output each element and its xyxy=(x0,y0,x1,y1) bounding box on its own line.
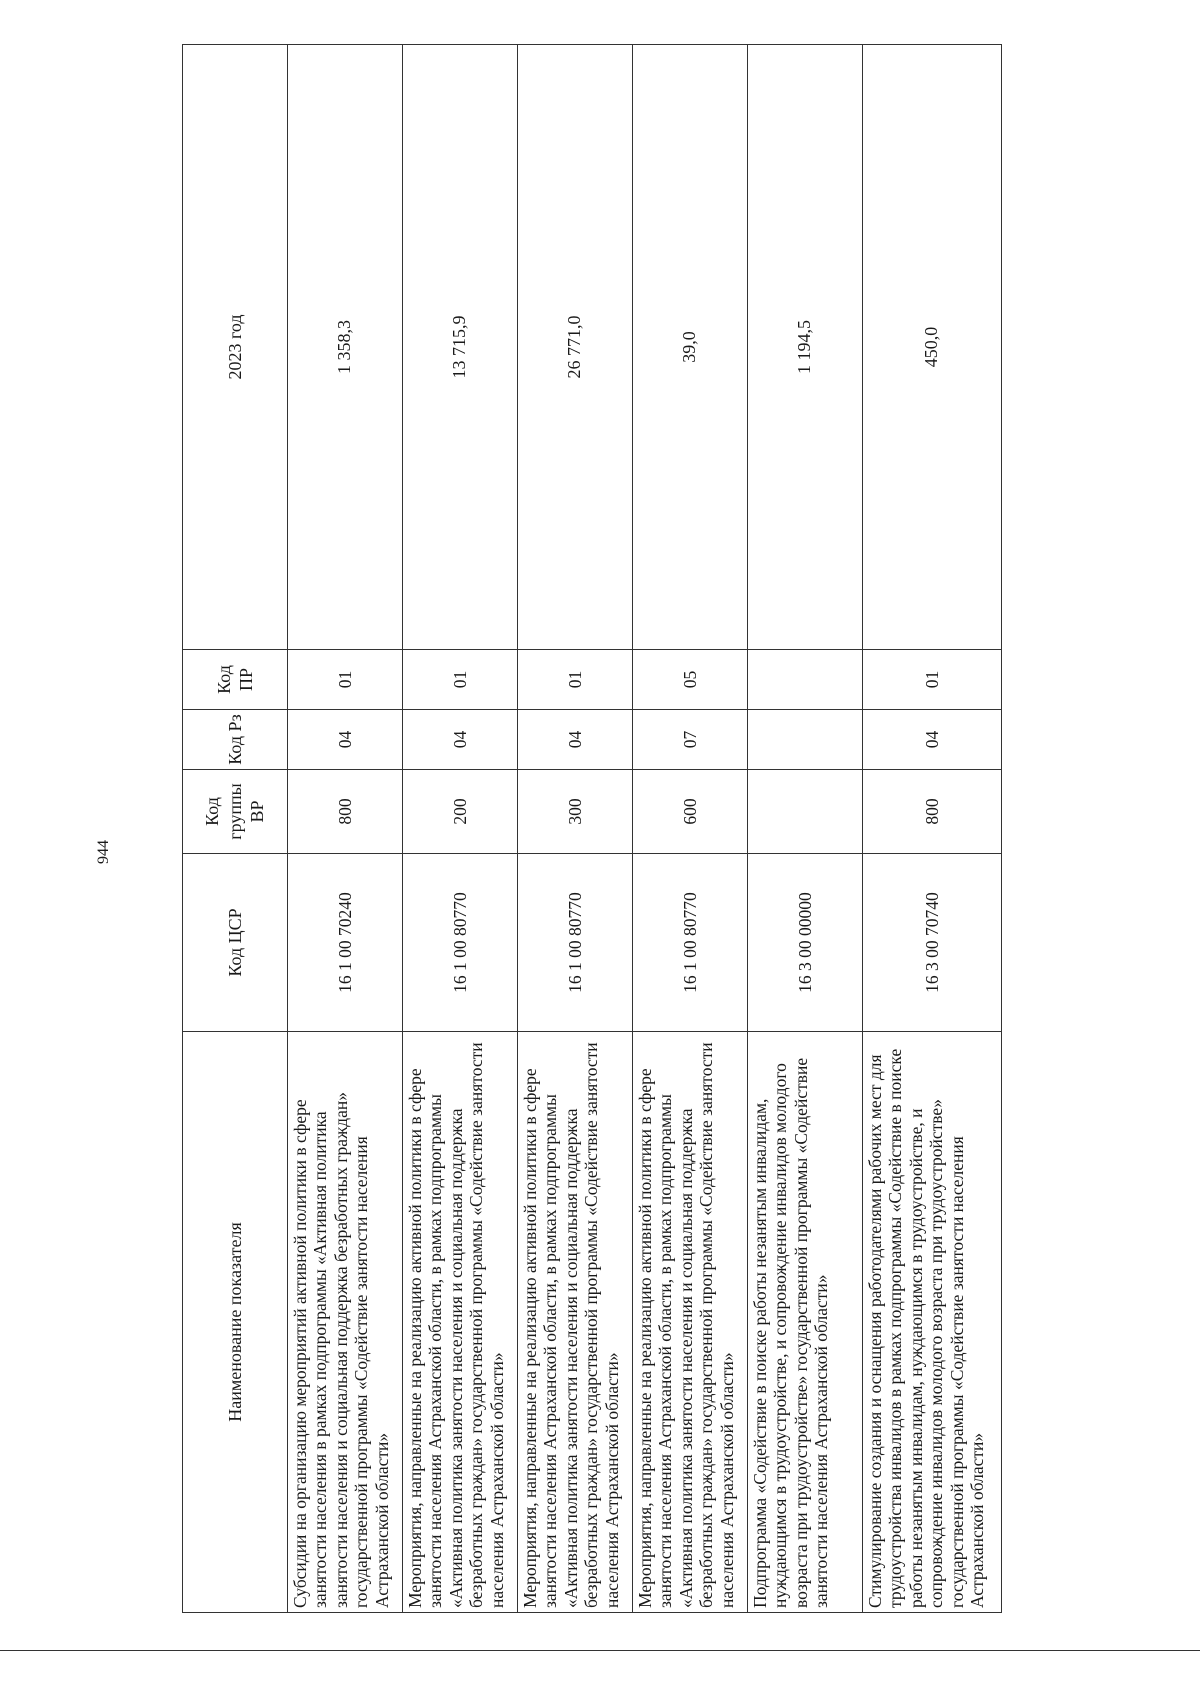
row-name: Мероприятия, направленные на реализацию активной политики в сфере занятости населения Астраханской области, в рамках подпрограммы «Активная политика занятости населения и социальная поддержка безработных граждан» государственной программы «Содействие занятости населения Астраханской области» xyxy=(517,1032,632,1613)
row-vr: 800 xyxy=(288,770,403,854)
row-csr: 16 1 00 80770 xyxy=(632,854,747,1032)
row-amount: 450,0 xyxy=(862,45,1001,650)
row-csr: 16 1 00 70240 xyxy=(288,854,403,1032)
header-pr: Код ПР xyxy=(183,650,288,710)
row-name: Стимулирование создания и оснащения работодателями рабочих мест для трудоустройства инвалидов в рамках подпрограммы «Содействие в поиске работы незанятым инвалидам, нуждающимся в трудоустройстве, и сопровождение инвалидов молодого возраста при трудоустройстве» государственной программы «Содействие занятости населения Астраханской области» xyxy=(862,1032,1001,1613)
row-amount: 13 715,9 xyxy=(402,45,517,650)
row-amount: 26 771,0 xyxy=(517,45,632,650)
row-vr xyxy=(747,770,862,854)
table-row xyxy=(747,45,862,1613)
row-pr: 01 xyxy=(288,650,403,710)
row-amount: 1 358,3 xyxy=(288,45,403,650)
row-vr: 300 xyxy=(517,770,632,854)
row-name: Мероприятия, направленные на реализацию активной политики в сфере занятости населения Астраханской области, в рамках подпрограммы «Активная политика занятости населения и социальная поддержка безработных граждан» государственной программы «Содействие занятости населения Астраханской области» xyxy=(632,1032,747,1613)
row-name: Мероприятия, направленные на реализацию активной политики в сфере занятости населения Астраханской области, в рамках подпрограммы «Активная политика занятости населения и социальная поддержка безработных граждан» государственной программы «Содействие занятости населения Астраханской области» xyxy=(402,1032,517,1613)
header-csr: Код ЦСР xyxy=(183,854,288,1032)
table-row xyxy=(632,45,747,1613)
table-row xyxy=(288,45,403,1613)
row-pr: 01 xyxy=(402,650,517,710)
row-rz: 04 xyxy=(517,710,632,770)
row-csr: 16 3 00 70740 xyxy=(862,854,1001,1032)
row-rz xyxy=(747,710,862,770)
row-pr: 01 xyxy=(862,650,1001,710)
row-rz: 04 xyxy=(862,710,1001,770)
bottom-rule xyxy=(0,1650,1200,1651)
header-vr: Код группы ВР xyxy=(183,770,288,854)
row-csr: 16 3 00 00000 xyxy=(747,854,862,1032)
table-row xyxy=(402,45,517,1613)
row-name: Подпрограмма «Содействие в поиске работы незанятым инвалидам, нуждающимся в трудоустройстве, и сопровождение инвалидов молодого возраста при трудоустройстве» государственной программы «Содействие занятости населения Астраханской области» xyxy=(747,1032,862,1613)
row-amount: 1 194,5 xyxy=(747,45,862,650)
header-year: 2023 год xyxy=(183,45,288,650)
row-rz: 04 xyxy=(402,710,517,770)
rotated-table-wrapper xyxy=(182,45,1002,1613)
budget-table xyxy=(182,44,1002,1613)
header-rz: Код Рз xyxy=(183,710,288,770)
row-rz: 07 xyxy=(632,710,747,770)
row-pr xyxy=(747,650,862,710)
table-header-row xyxy=(183,45,288,1613)
row-rz: 04 xyxy=(288,710,403,770)
row-csr: 16 1 00 80770 xyxy=(517,854,632,1032)
row-vr: 800 xyxy=(862,770,1001,854)
row-csr: 16 1 00 80770 xyxy=(402,854,517,1032)
row-amount: 39,0 xyxy=(632,45,747,650)
page-number: 944 xyxy=(95,840,112,864)
row-pr: 05 xyxy=(632,650,747,710)
row-pr: 01 xyxy=(517,650,632,710)
table-row xyxy=(862,45,1001,1613)
header-name: Наименование показателя xyxy=(183,1032,288,1613)
row-vr: 200 xyxy=(402,770,517,854)
row-name: Субсидии на организацию мероприятий активной политики в сфере занятости населения в рамках подпрограммы «Активная политика занятости населения и социальная поддержка безработных граждан» государственной программы «Содействие занятости населения Астраханской области» xyxy=(288,1032,403,1613)
table-row xyxy=(517,45,632,1613)
row-vr: 600 xyxy=(632,770,747,854)
